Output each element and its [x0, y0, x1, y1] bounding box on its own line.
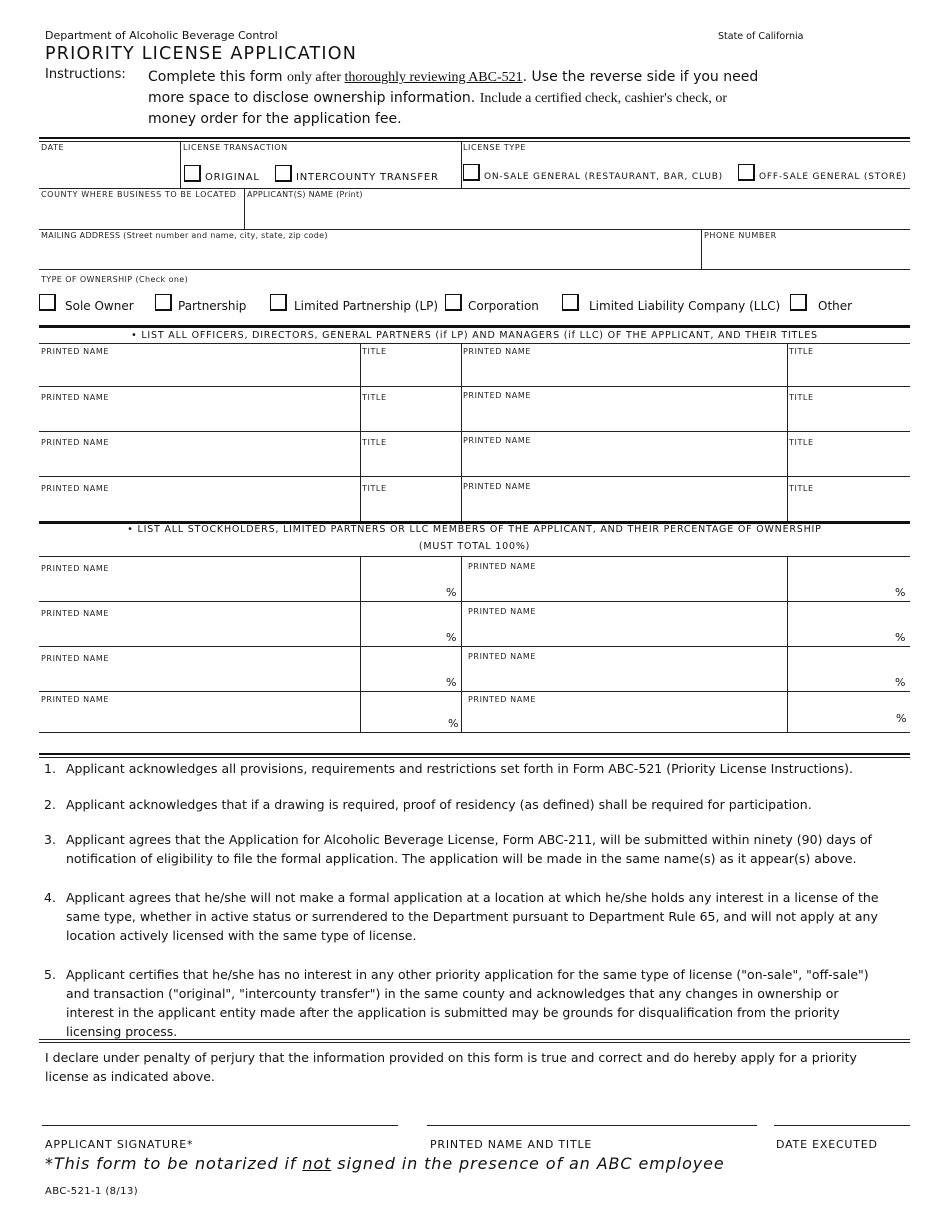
divider [39, 646, 910, 647]
stockholder-percent-input[interactable] [791, 577, 891, 599]
department-name: Department of Alcoholic Beverage Control [45, 29, 278, 42]
stockholder-percent-input[interactable] [791, 622, 891, 644]
divider [39, 556, 910, 557]
instructions-line-1: Complete this form only after thoroughly reviewing ABC-521. Use the reverse side if you need [148, 69, 759, 85]
date-executed-input[interactable] [776, 1100, 908, 1122]
percent-sign: % [895, 676, 906, 689]
divider [39, 1042, 910, 1043]
stockholder-name-label: PRINTED NAME [41, 695, 109, 704]
off-sale-checkbox[interactable] [738, 164, 755, 181]
corporation-label: Corporation [468, 299, 539, 313]
sole-owner-checkbox[interactable] [39, 294, 56, 311]
divider [39, 1039, 910, 1040]
llc-checkbox[interactable] [562, 294, 579, 311]
divider [461, 141, 462, 188]
officer-title-label: TITLE [789, 347, 814, 356]
applicant-signature-input[interactable] [44, 1100, 396, 1122]
officers-caption: • LIST ALL OFFICERS, DIRECTORS, GENERAL PARTNERS (if LP) AND MANAGERS (if LLC) OF THE APPLICANT, AND THEIR TITLES [131, 330, 818, 341]
stockholder-name-label: PRINTED NAME [41, 609, 109, 618]
license-type-label: LICENSE TYPE [463, 143, 526, 152]
divider [39, 343, 910, 344]
officer-name-input[interactable] [42, 361, 356, 383]
acknowledgement-item: 4. Applicant agrees that he/she will not make a formal application at a location at which he/she holds any interest in a license of the same type, whether in active status or surrendered to the Department pursuant to Department Rule 65, and will not apply at any location actively licensed with the same type of license. [44, 890, 879, 943]
acknowledgement-item: 5. Applicant certifies that he/she has no interest in any other priority application for the same type of license ("on-sale", "off-sale") and transaction ("original", "intercounty transfer") in the same county and acknowledges that any changes in ownership or interest in the applicant entity made after the application is submitted may be grounds for disqualification from the priority licensing process. [44, 967, 869, 1039]
officer-title-label: TITLE [789, 393, 814, 402]
officer-title-input[interactable] [363, 451, 457, 473]
corporation-checkbox[interactable] [445, 294, 462, 311]
limited-partnership-checkbox[interactable] [270, 294, 287, 311]
officer-title-input[interactable] [790, 497, 908, 519]
divider [39, 431, 910, 432]
officer-title-label: TITLE [789, 438, 814, 447]
stockholders-caption: • LIST ALL STOCKHOLDERS, LIMITED PARTNERS OR LLC MEMBERS OF THE APPLICANT, AND THEIR PERCENTAGE OF OWNERSHIP [127, 524, 822, 535]
county-input[interactable] [42, 203, 240, 225]
officer-name-input[interactable] [42, 451, 356, 473]
divider [39, 386, 910, 387]
license-transaction-label: LICENSE TRANSACTION [183, 143, 288, 152]
state-name: State of California [718, 31, 804, 42]
sole-owner-label: Sole Owner [65, 299, 134, 313]
officer-name-label: PRINTED NAME [463, 482, 531, 491]
stockholder-name-label: PRINTED NAME [41, 654, 109, 663]
officer-title-input[interactable] [363, 406, 457, 428]
stockholder-name-label: PRINTED NAME [468, 652, 536, 661]
percent-sign: % [448, 717, 459, 730]
date-input[interactable] [42, 160, 176, 182]
divider [39, 229, 910, 230]
officer-title-label: TITLE [362, 438, 387, 447]
officer-name-label: PRINTED NAME [463, 436, 531, 445]
other-checkbox[interactable] [790, 294, 807, 311]
other-label: Other [818, 299, 853, 313]
stockholder-percent-input[interactable] [364, 667, 442, 689]
stockholders-caption-total: (MUST TOTAL 100%) [418, 541, 531, 552]
divider [461, 343, 462, 521]
officer-name-input[interactable] [464, 451, 783, 473]
officer-name-input[interactable] [42, 497, 356, 519]
divider [39, 732, 910, 733]
officer-title-label: TITLE [789, 484, 814, 493]
instructions-label: Instructions: [45, 67, 126, 82]
mailing-address-input[interactable] [42, 244, 697, 266]
divider [39, 141, 910, 142]
printed-name-title-input[interactable] [429, 1100, 755, 1122]
percent-sign: % [895, 631, 906, 644]
original-label: ORIGINAL [205, 172, 260, 183]
divider [39, 269, 910, 270]
divider [787, 556, 788, 732]
printed-name-title-label: PRINTED NAME AND TITLE [430, 1138, 593, 1151]
officer-name-input[interactable] [464, 497, 783, 519]
ownership-label: TYPE OF OWNERSHIP (Check one) [41, 275, 189, 284]
stockholder-percent-input[interactable] [364, 708, 444, 730]
acknowledgement-item: 1. Applicant acknowledges all provisions, requirements and restrictions set forth in Form ABC-521 (Priority License Instructions). [44, 761, 853, 776]
divider [180, 141, 181, 188]
on-sale-label: ON-SALE GENERAL (RESTAURANT, BAR, CLUB) [484, 172, 723, 182]
partnership-checkbox[interactable] [155, 294, 172, 311]
stockholder-name-label: PRINTED NAME [468, 562, 536, 571]
stockholder-name-label: PRINTED NAME [41, 564, 109, 573]
officer-name-label: PRINTED NAME [41, 347, 109, 356]
phone-label: PHONE NUMBER [704, 231, 777, 240]
divider [39, 137, 910, 139]
acknowledgement-item: 3. Applicant agrees that the Application for Alcoholic Beverage License, Form ABC-211, will be submitted within ninety (90) days of notification of eligibility to file the formal application. The application will be made in the same name(s) as it appear(s) above. [44, 832, 872, 866]
stockholder-name-input[interactable] [468, 708, 783, 730]
notary-note: *This form to be notarized if not signed in the presence of an ABC employee [45, 1154, 725, 1173]
date-executed-line [774, 1125, 910, 1126]
stockholder-name-input[interactable] [42, 577, 356, 599]
partnership-label: Partnership [178, 299, 247, 313]
officer-name-label: PRINTED NAME [41, 484, 109, 493]
officer-name-input[interactable] [464, 361, 783, 383]
mailing-address-label: MAILING ADDRESS (Street number and name, city, state, zip code) [41, 231, 328, 240]
divider [39, 188, 910, 189]
applicant-name-label: APPLICANT(S) NAME (Print) [247, 190, 363, 199]
divider [39, 757, 910, 758]
stockholder-name-input[interactable] [468, 622, 783, 644]
officer-name-label: PRINTED NAME [41, 438, 109, 447]
stockholder-percent-input[interactable] [791, 667, 891, 689]
stockholder-name-input[interactable] [468, 667, 783, 689]
llc-label: Limited Liability Company (LLC) [589, 299, 781, 313]
officer-title-input[interactable] [790, 406, 908, 428]
officer-title-label: TITLE [362, 484, 387, 493]
intercounty-checkbox[interactable] [275, 165, 292, 182]
officer-title-input[interactable] [790, 451, 908, 473]
stockholder-name-label: PRINTED NAME [468, 607, 536, 616]
percent-sign: % [446, 586, 457, 599]
applicant-signature-label: APPLICANT SIGNATURE* [45, 1138, 194, 1151]
officer-name-input[interactable] [464, 406, 783, 428]
officer-name-label: PRINTED NAME [41, 393, 109, 402]
applicant-name-input[interactable] [248, 203, 906, 225]
officer-title-label: TITLE [362, 393, 387, 402]
stockholder-name-input[interactable] [42, 622, 356, 644]
instructions-text [148, 67, 828, 129]
acknowledgement-item: 2. Applicant acknowledges that if a drawing is required, proof of residency (as defined) shall be required for participation. [44, 797, 812, 812]
officer-title-input[interactable] [790, 361, 908, 383]
divider [39, 691, 910, 692]
stockholder-percent-input[interactable] [364, 577, 442, 599]
officer-name-label: PRINTED NAME [463, 391, 531, 400]
phone-input[interactable] [705, 244, 905, 266]
instructions-line-2: more space to disclose ownership information. Include a certified check, cashier's check, or [148, 90, 728, 106]
officer-title-input[interactable] [363, 497, 457, 519]
form-title: PRIORITY LICENSE APPLICATION [45, 44, 358, 64]
date-label: DATE [41, 143, 65, 152]
signature-line [42, 1125, 398, 1126]
stockholder-name-input[interactable] [468, 577, 783, 599]
county-label: COUNTY WHERE BUSINESS TO BE LOCATED [41, 190, 237, 199]
divider [39, 325, 910, 328]
divider [787, 343, 788, 521]
stockholder-percent-input[interactable] [791, 706, 891, 728]
date-executed-label: DATE EXECUTED [776, 1138, 878, 1151]
divider [360, 556, 361, 732]
divider [39, 601, 910, 602]
declaration-text: I declare under penalty of perjury that the information provided on this form is true and correct and do hereby apply for a priority license as indicated above. [45, 1050, 857, 1084]
stockholder-name-label: PRINTED NAME [468, 695, 536, 704]
officer-name-input[interactable] [42, 406, 356, 428]
divider [701, 229, 702, 269]
form-id: ABC-521-1 (8/13) [45, 1186, 139, 1197]
divider [39, 753, 910, 755]
original-checkbox[interactable] [184, 165, 201, 182]
stockholder-percent-input[interactable] [364, 622, 442, 644]
divider [244, 188, 245, 229]
instructions-line-3: money order for the application fee. [148, 111, 402, 127]
percent-sign: % [896, 712, 907, 725]
on-sale-checkbox[interactable] [463, 164, 480, 181]
percent-sign: % [446, 631, 457, 644]
stockholder-name-input[interactable] [42, 708, 356, 730]
stockholder-name-input[interactable] [42, 667, 356, 689]
officer-name-label: PRINTED NAME [463, 347, 531, 356]
printed-name-line [427, 1125, 757, 1126]
divider [360, 343, 361, 521]
limited-partnership-label: Limited Partnership (LP) [294, 299, 439, 313]
intercounty-label: INTERCOUNTY TRANSFER [296, 172, 439, 183]
officer-title-input[interactable] [363, 361, 457, 383]
divider [461, 556, 462, 732]
off-sale-label: OFF-SALE GENERAL (STORE) [759, 172, 907, 182]
percent-sign: % [446, 676, 457, 689]
percent-sign: % [895, 586, 906, 599]
divider [39, 476, 910, 477]
officer-title-label: TITLE [362, 347, 387, 356]
